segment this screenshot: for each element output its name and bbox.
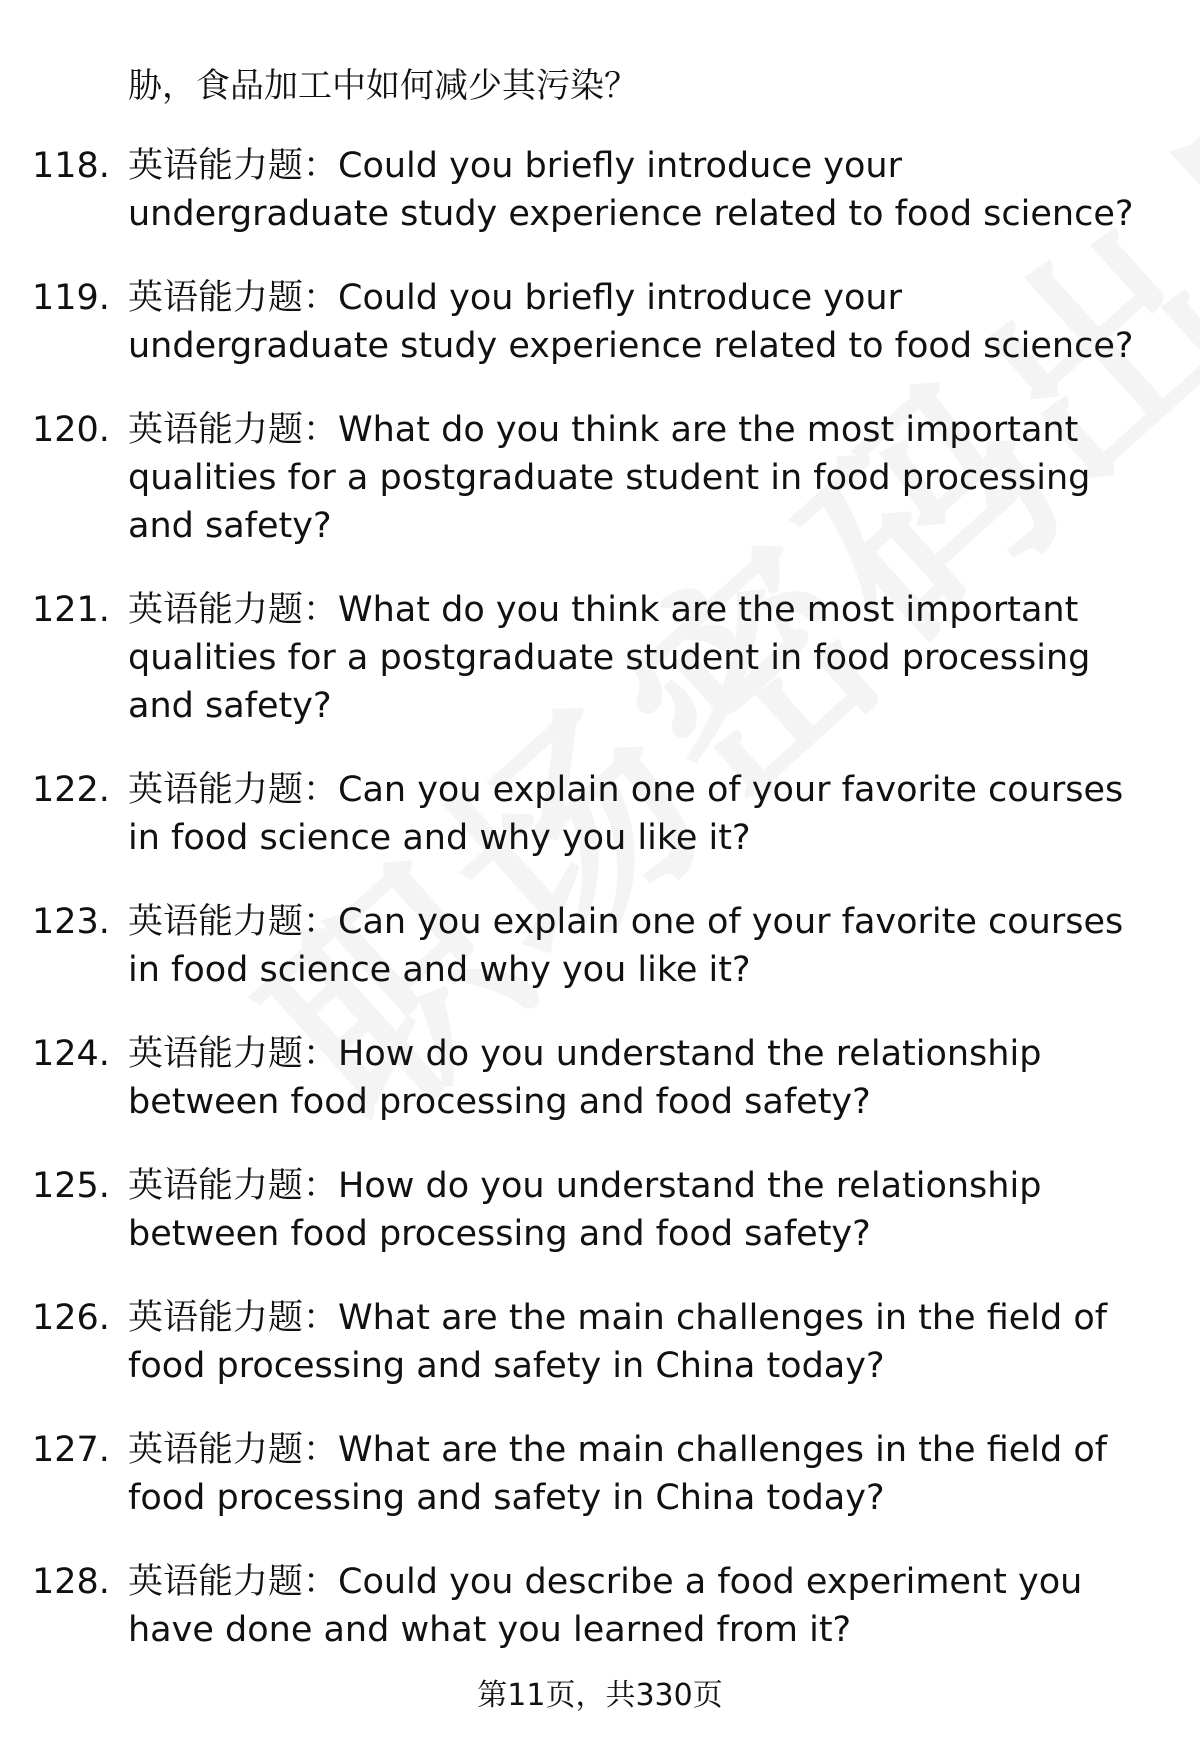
question-number: 122. — [32, 770, 110, 810]
question-label: 英语能力题： — [128, 770, 339, 810]
question-item — [0, 406, 1200, 550]
question-label: 英语能力题： — [128, 410, 339, 450]
question-body: Could you describe a food experiment you have done and what you learned from it? — [128, 1562, 1083, 1650]
question-body: What are the main challenges in the field of food processing and safety in China today? — [128, 1298, 1108, 1386]
question-item — [0, 1030, 1200, 1126]
question-body: Could you briefly introduce your undergraduate study experience related to food science? — [128, 278, 1134, 366]
question-body: How do you understand the relationship between food processing and food safety? — [128, 1034, 1042, 1122]
question-label: 英语能力题： — [128, 1166, 339, 1206]
question-list — [0, 142, 1200, 1690]
question-item — [0, 1162, 1200, 1258]
question-item — [0, 142, 1200, 238]
question-item — [0, 1558, 1200, 1654]
question-text — [128, 406, 1160, 550]
question-body: What do you think are the most important qualities for a postgraduate student in food processing and safety? — [128, 410, 1091, 546]
question-text — [128, 1558, 1160, 1654]
question-item — [0, 274, 1200, 370]
question-body: What are the main challenges in the field of food processing and safety in China today? — [128, 1430, 1108, 1518]
question-text — [128, 1426, 1160, 1522]
question-label: 英语能力题： — [128, 1034, 339, 1074]
question-number: 127. — [32, 1430, 110, 1470]
question-body: Can you explain one of your favorite courses in food science and why you like it? — [128, 902, 1124, 990]
question-number: 126. — [32, 1298, 110, 1338]
question-number: 120. — [32, 410, 110, 450]
question-text — [128, 1294, 1160, 1390]
question-item — [0, 1426, 1200, 1522]
question-text — [128, 1162, 1160, 1258]
question-label: 英语能力题： — [128, 1298, 339, 1338]
question-text — [128, 586, 1160, 730]
question-text — [128, 274, 1160, 370]
question-number: 125. — [32, 1166, 110, 1206]
question-item — [0, 766, 1200, 862]
question-label: 英语能力题： — [128, 590, 339, 630]
question-item — [0, 1294, 1200, 1390]
question-number: 123. — [32, 902, 110, 942]
question-text — [128, 898, 1160, 994]
question-body: Could you briefly introduce your undergraduate study experience related to food science? — [128, 146, 1134, 234]
question-label: 英语能力题： — [128, 278, 339, 318]
question-body: How do you understand the relationship between food processing and food safety? — [128, 1166, 1042, 1254]
question-item — [0, 898, 1200, 994]
question-text — [128, 766, 1160, 862]
continued-question-text: 胁，食品加工中如何减少其污染？ — [128, 66, 638, 106]
question-label: 英语能力题： — [128, 146, 339, 186]
question-text — [128, 142, 1160, 238]
question-number: 124. — [32, 1034, 110, 1074]
question-text — [128, 1030, 1160, 1126]
question-number: 121. — [32, 590, 110, 630]
question-item — [0, 586, 1200, 730]
question-label: 英语能力题： — [128, 1562, 339, 1602]
question-number: 118. — [32, 146, 110, 186]
page-footer: 第11页，共330页 — [477, 1678, 723, 1713]
question-label: 英语能力题： — [128, 902, 339, 942]
question-body: Can you explain one of your favorite courses in food science and why you like it? — [128, 770, 1124, 858]
question-number: 128. — [32, 1562, 110, 1602]
question-number: 119. — [32, 278, 110, 318]
question-label: 英语能力题： — [128, 1430, 339, 1470]
question-body: What do you think are the most important qualities for a postgraduate student in food processing and safety? — [128, 590, 1091, 726]
